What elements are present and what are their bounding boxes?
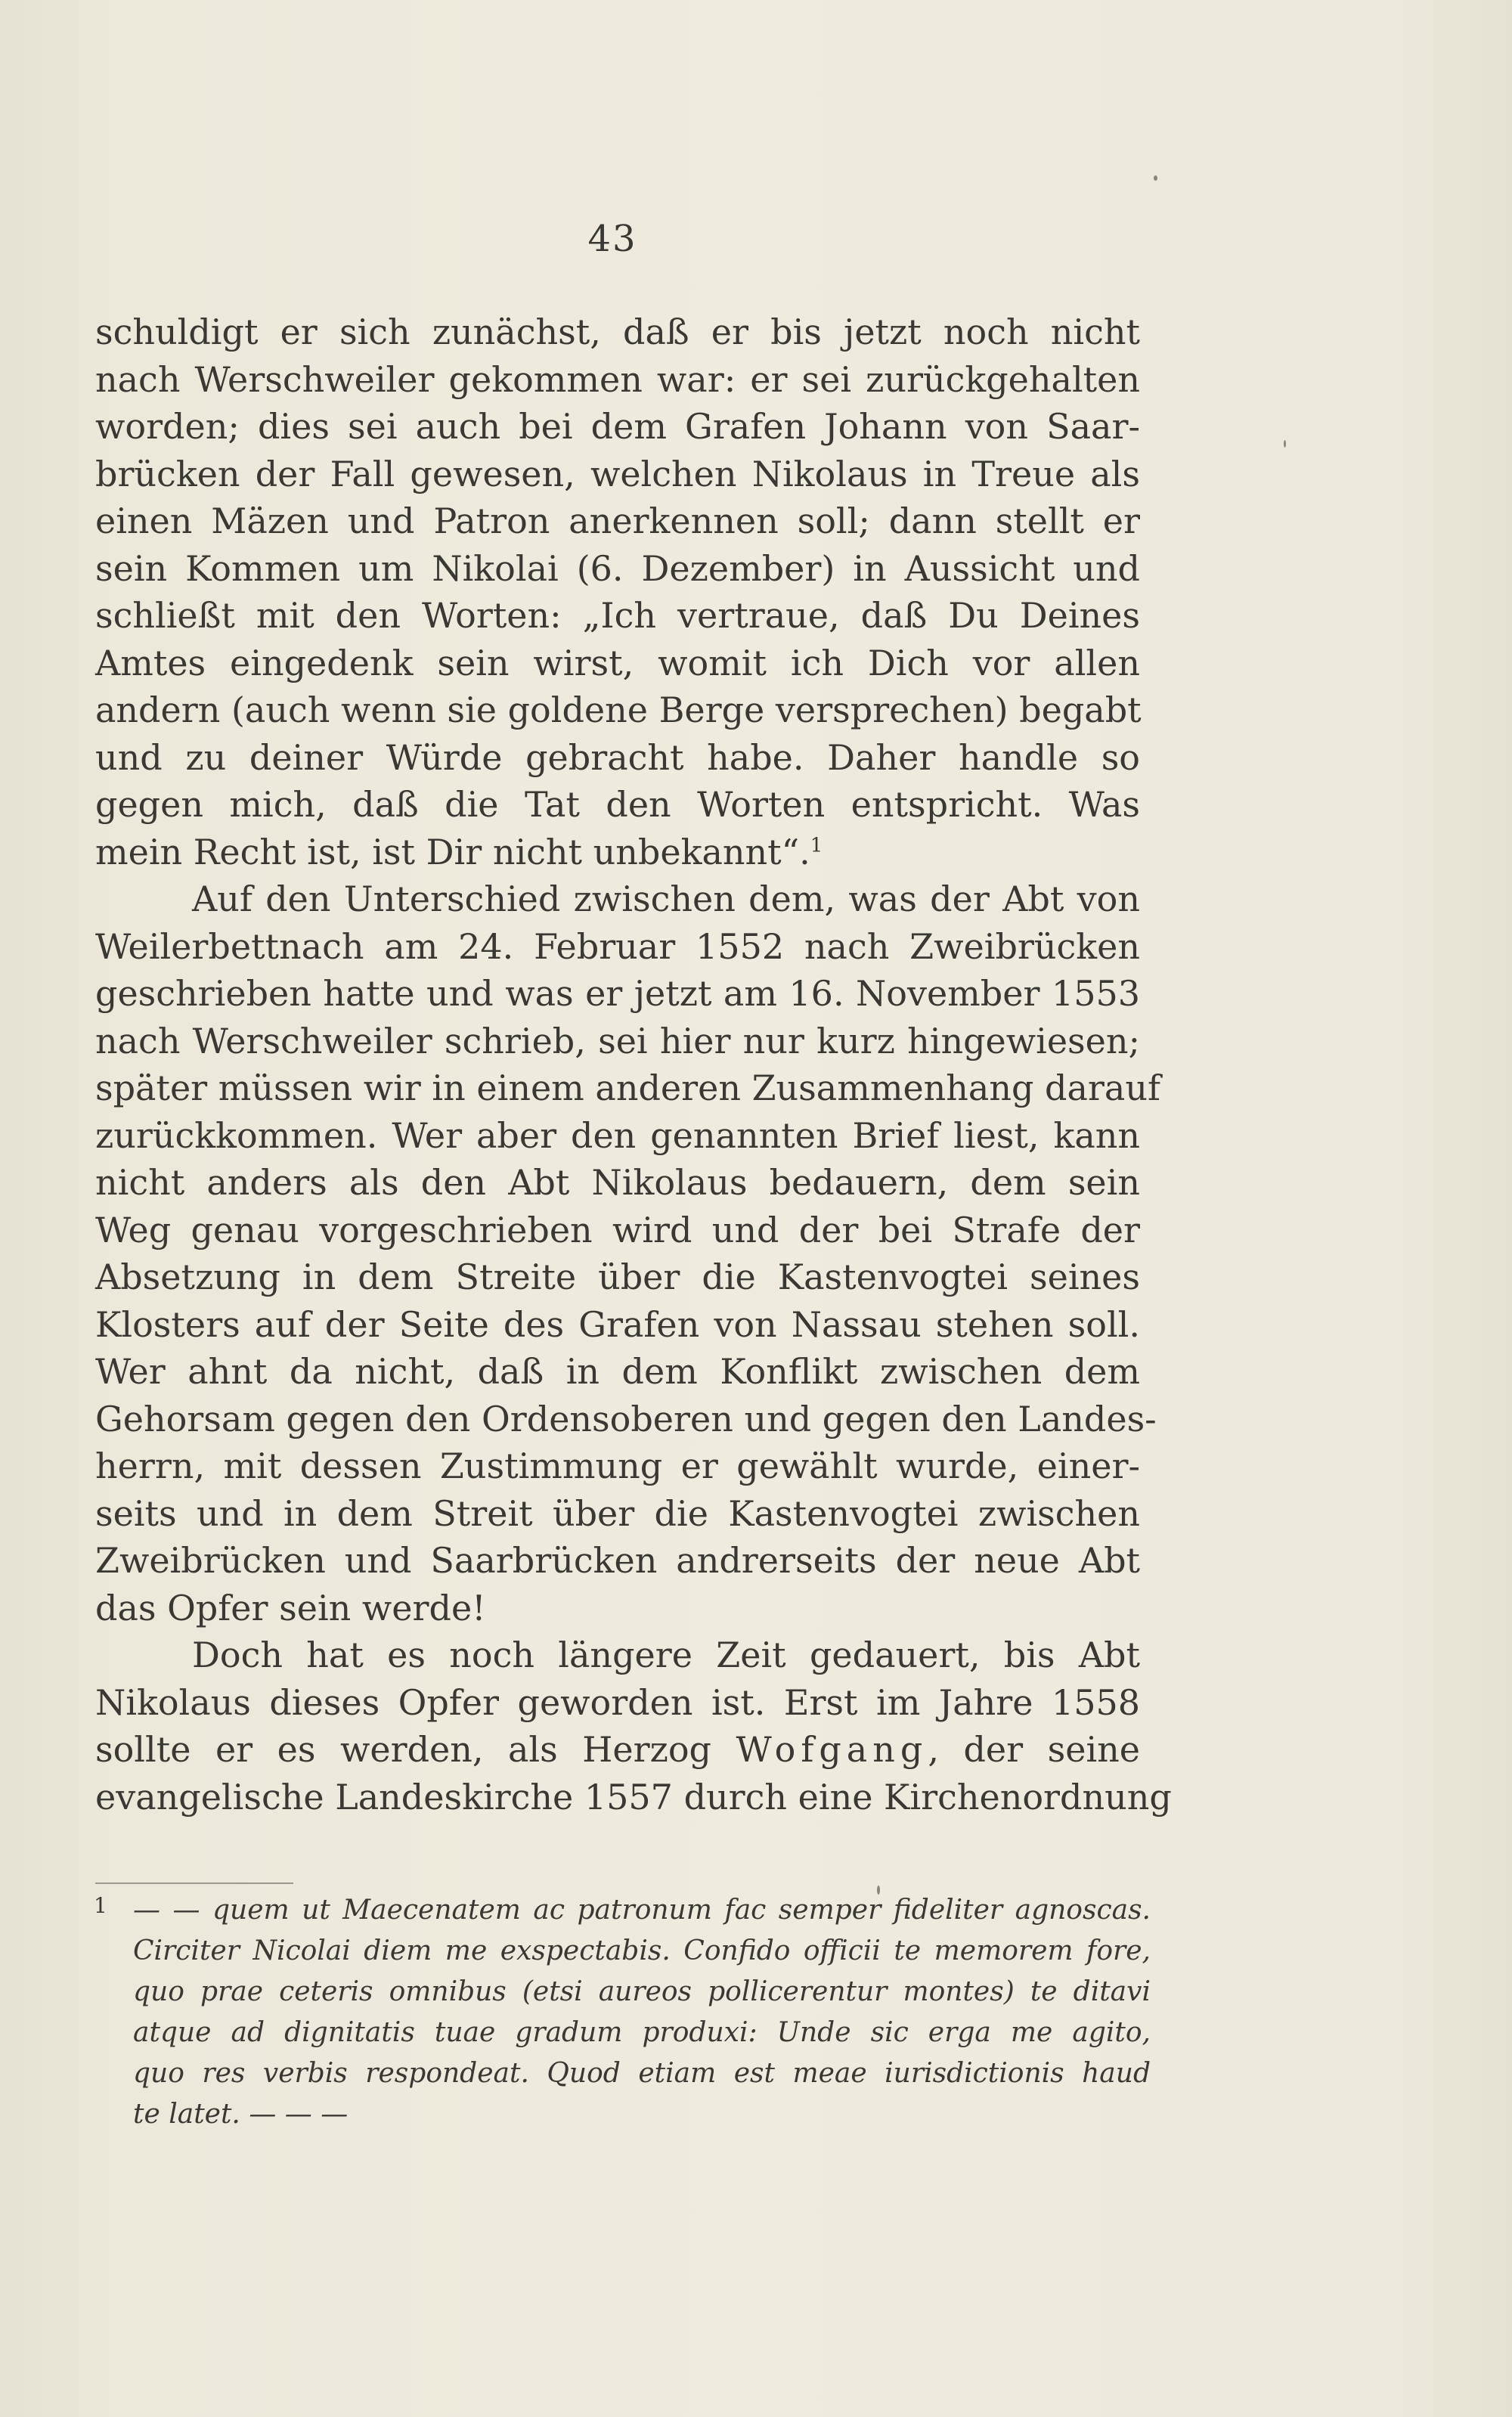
speck — [1154, 175, 1157, 181]
footnote-line: te latet. — — — — [133, 2099, 349, 2130]
text-line: zurückkommen. Wer aber den genannten Brief liest, kann — [95, 1114, 1140, 1156]
text-line: Auf den Unterschied zwischen dem, was der Abt von — [192, 878, 1140, 919]
text-line: Weg genau vorgeschrieben wird und der bei Strafe der — [95, 1209, 1140, 1250]
footnote-divider — [95, 1882, 293, 1884]
text-line: schließt mit den Worten: „Ich vertraue, daß Du Deines — [95, 595, 1140, 636]
text-line: Doch hat es noch längere Zeit gedauert, bis Abt — [192, 1635, 1140, 1675]
speck — [877, 1886, 880, 1895]
spaced-name: Wofgang — [736, 1729, 928, 1770]
text-line — [95, 1726, 1140, 1774]
footnote-line — [94, 1890, 1151, 1931]
text-line: Gehorsam gegen den Ordensoberen und gegen den Landes- — [95, 1398, 1157, 1439]
text-line: Absetzung in dem Streite über die Kastenvogtei seines — [95, 1257, 1140, 1297]
page-number: 43 — [587, 218, 637, 260]
text-line: einen Mäzen und Patron anerkennen soll; dann stellt er — [95, 500, 1140, 541]
text-line: seits und in dem Streit über die Kastenvogtei zwischen — [95, 1492, 1140, 1534]
text-line: nach Werschweiler schrieb, sei hier nur kurz hingewiesen; — [95, 1020, 1140, 1061]
text-line: sein Kommen um Nikolai (6. Dezember) in Aussicht und — [95, 547, 1140, 589]
footnote-line: Circiter Nicolai diem me exspectabis. Confido officii te memorem fore, — [133, 1935, 1151, 1966]
text-line: nach Werschweiler gekommen war: er sei zurückgehalten — [95, 358, 1140, 400]
text-line: Amtes eingedenk sein wirst, womit ich Dich vor allen — [95, 642, 1140, 683]
text-line: worden; dies sei auch bei dem Grafen Johann von Saar- — [95, 406, 1140, 447]
text-line: andern (auch wenn sie goldene Berge versprechen) begabt — [95, 689, 1142, 730]
footnote-line: atque ad dignitatis tuae gradum produxi: Unde sic erga me agito, — [133, 2017, 1151, 2048]
text-line: herrn, mit dessen Zustimmung er gewählt wurde, einer- — [95, 1446, 1140, 1486]
text-line: und zu deiner Würde gebracht habe. Daher handle so — [95, 736, 1140, 778]
speck — [1284, 440, 1286, 448]
text-line: Klosters auf der Seite des Grafen von Nassau stehen soll. — [95, 1303, 1140, 1345]
text-line: später müssen wir in einem anderen Zusammenhang darauf — [95, 1068, 1160, 1108]
text-line: geschrieben hatte und was er jetzt am 16. November 1553 — [95, 973, 1140, 1014]
body-text — [95, 308, 1172, 1820]
text-line: Nikolaus dieses Opfer geworden ist. Erst im Jahre 1558 — [95, 1681, 1140, 1723]
footnote-line-content: — — quem ut Maecenatem ac patronum fac semper fideliter agnoscas. — [133, 1895, 1151, 1926]
footnote-marker: 1 — [94, 1893, 107, 1918]
text-line: nicht anders als den Abt Nikolaus bedauern, dem sein — [95, 1162, 1140, 1203]
text-line-content: mein Recht ist, ist Dir nicht unbekannt“. — [95, 831, 810, 872]
footnote — [94, 1890, 1151, 2135]
text-line: das Opfer sein werde! — [95, 1587, 486, 1628]
text-line: Zweibrücken und Saarbrücken andrerseits der neue Abt — [95, 1540, 1140, 1581]
footnote-line: quo prae ceteris omnibus (etsi aureos pollicerentur montes) te ditavi — [133, 1976, 1151, 2007]
text-line: gegen mich, daß die Tat den Worten entspricht. Was — [95, 784, 1140, 825]
text-line: brücken der Fall gewesen, welchen Nikolaus in Treue als — [95, 453, 1140, 494]
text-line-content: , der seine — [928, 1729, 1140, 1770]
text-line: Weilerbettnach am 24. Februar 1552 nach Zweibrücken — [95, 925, 1140, 967]
text-line — [95, 829, 1140, 876]
text-line-content: sollte er es werden, als Herzog — [95, 1729, 736, 1770]
footnote-reference: 1 — [810, 834, 823, 857]
text-line: schuldigt er sich zunächst, daß er bis jetzt noch nicht — [95, 311, 1140, 352]
text-line: evangelische Landeskirche 1557 durch eine Kirchenordnung — [95, 1776, 1172, 1817]
footnote-line: quo res verbis respondeat. Quod etiam est meae iurisdictionis haud — [133, 2058, 1151, 2089]
text-line: Wer ahnt da nicht, daß in dem Konflikt zwischen dem — [95, 1351, 1140, 1392]
